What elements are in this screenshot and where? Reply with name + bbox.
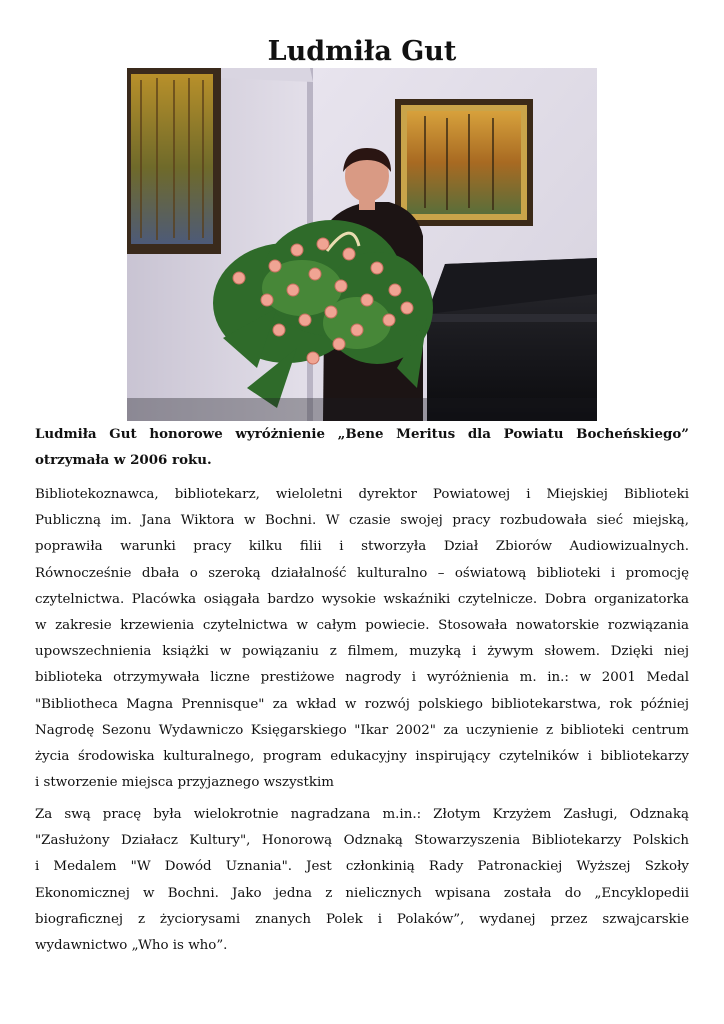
text-line: "Bibliotheca Magna Prennisque" za wkład w rozwój polskiego bibliotekarstwa, rok później — [35, 696, 689, 712]
text-line: życia środowiska kulturalnego, program edukacyjny inspirujący czytelników i bibliotekarzy — [35, 749, 689, 765]
text-line: Za swą pracę była wielokrotnie nagradzana m.in.: Złotym Krzyżem Zasługi, Odznaką — [35, 807, 689, 822]
text-line: w zakresie krzewienia czytelnictwa w całym powiecie. Stosowała nowatorskie rozwiązania — [35, 618, 689, 634]
text-line: "Zasłużony Działacz Kultury", Honorową Odznaką Stowarzyszenia Bibliotekarzy Polskich — [35, 833, 689, 849]
text-line: czytelnictwa. Placówka osiągała bardzo wysokie wskaźniki czytelnicze. Dobra organizatorka — [35, 591, 689, 607]
text-line: i stworzenie miejsca przyjaznego wszystkim — [35, 775, 334, 791]
lead-line: otrzymała w 2006 roku. — [35, 452, 212, 468]
text-line: Nagrodę Sezonu Wydawniczo Księgarskiego "Ikar 2002" za uczynienie z biblioteki centrum — [35, 722, 689, 738]
text-line: Równocześnie dbała o szeroką działalność kulturalno – oświatową biblioteki i promocję — [35, 565, 689, 581]
text-line: upowszechnienia książki w powiązaniu z filmem, muzyką i żywym słowem. Dzięki niej — [35, 644, 689, 660]
text-line: biograficznej z życiorysami znanych Polek i Polaków”, wydanej przez szwajcarskie — [35, 911, 689, 927]
text-line: poprawiła warunki pracy kilku filii i stworzyła Dział Zbiorów Audiowizualnych. — [35, 539, 689, 555]
biography-paragraph-2 — [35, 802, 689, 959]
biography-paragraph-1 — [35, 482, 689, 796]
page-title: Ludmiła Gut — [267, 36, 457, 67]
text-line: Publiczną im. Jana Wiktora w Bochni. W czasie swojej pracy rozbudowała sieć miejską, — [35, 513, 689, 529]
text-line: Bibliotekoznawca, bibliotekarz, wieloletni dyrektor Powiatowej i Miejskiej Biblioteki — [35, 487, 689, 502]
text-line: wydawnictwo „Who is who”. — [35, 938, 228, 954]
lead-paragraph — [35, 421, 689, 473]
text-line: Ekonomicznej w Bochni. Jako jedna z nielicznych wpisana została do „Encyklopedii — [35, 885, 689, 901]
lead-line: Ludmiła Gut honorowe wyróżnienie „Bene Meritus dla Powiatu Bocheńskiego” — [35, 426, 689, 442]
portrait-photo — [127, 68, 597, 421]
text-line: biblioteka otrzymywała liczne prestiżowe nagrody i wyróżnienia m. in.: w 2001 Medal — [35, 670, 689, 686]
text-line: i Medalem "W Dowód Uznania". Jest członkinią Rady Patronackiej Wyższej Szkoły — [35, 859, 689, 875]
